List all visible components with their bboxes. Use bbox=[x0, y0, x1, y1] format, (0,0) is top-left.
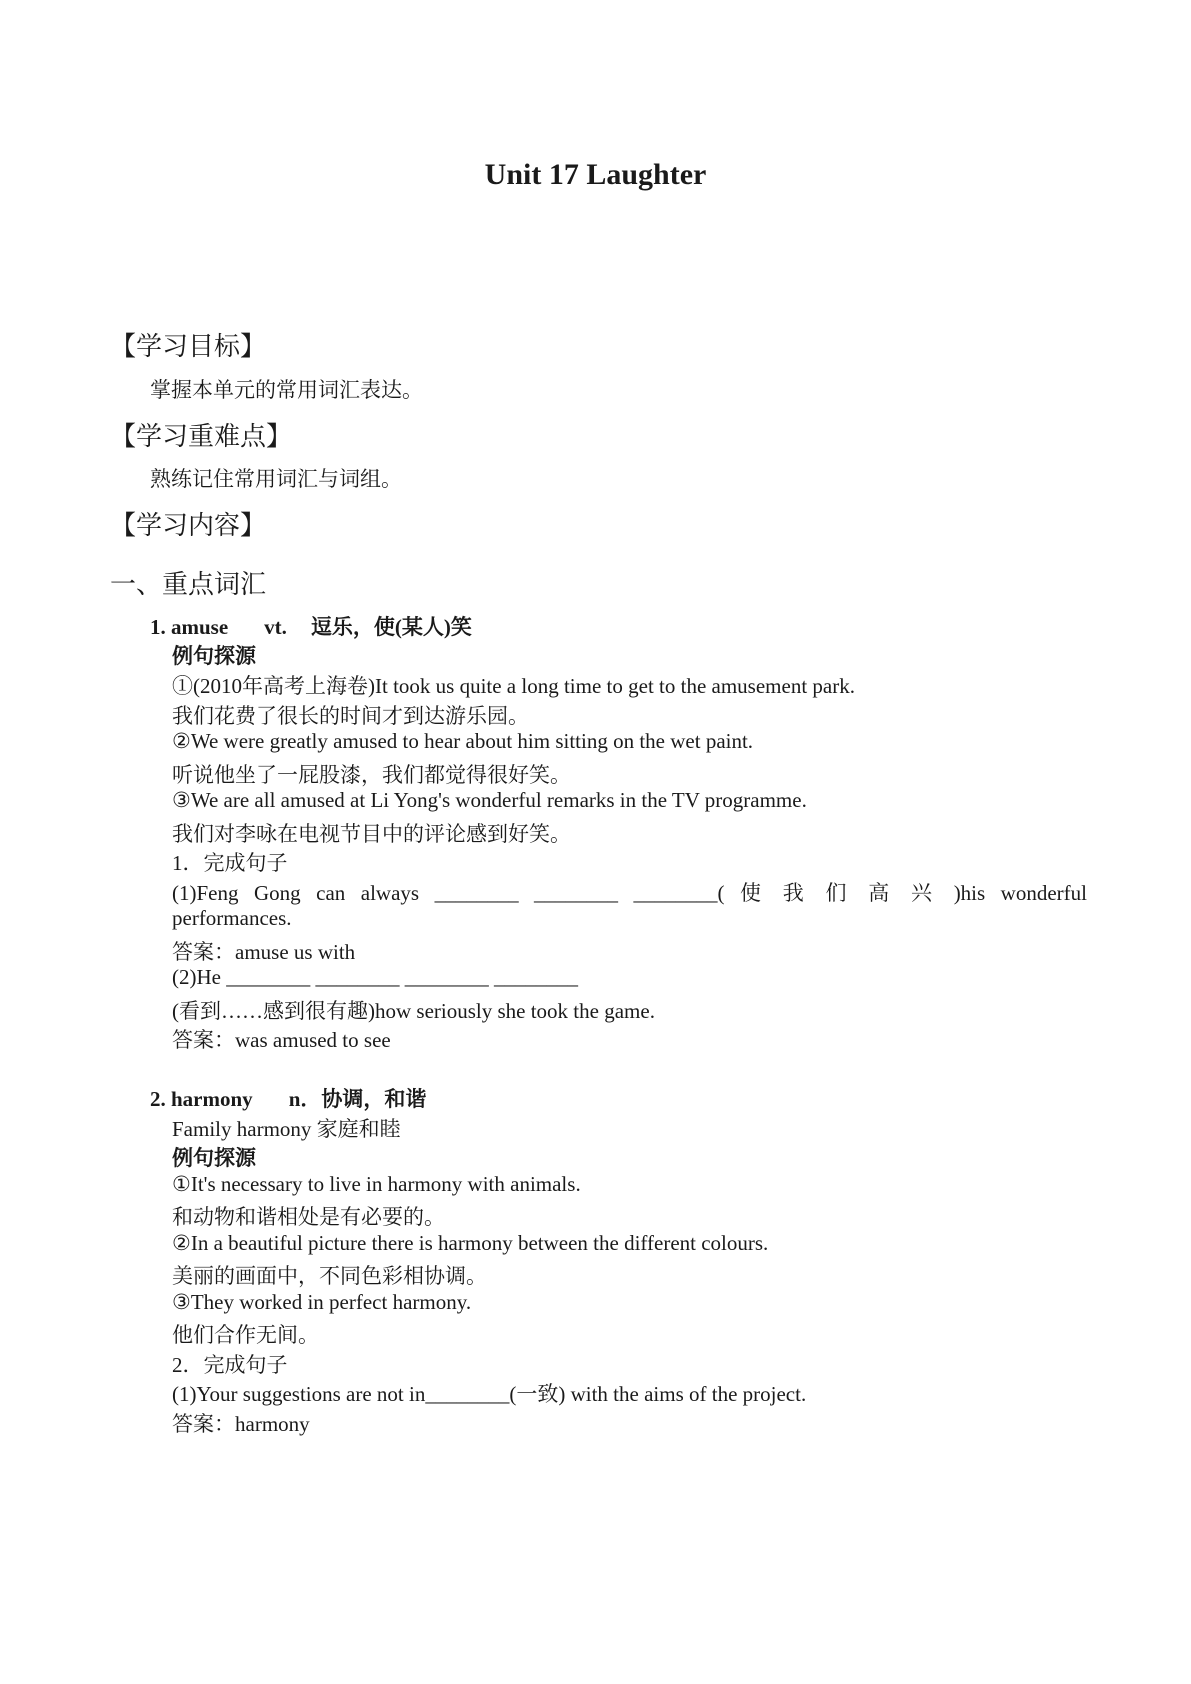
key-points-text: 熟练记住常用词汇与词组。 bbox=[150, 467, 402, 491]
vocab-item-amuse-header bbox=[150, 611, 472, 641]
vocab-word: 2. harmony bbox=[150, 1087, 253, 1111]
exercise-question: (1)Feng Gong can always ________ ________ ________( 使 我 们 高 兴 )his wonderful bbox=[172, 881, 1087, 905]
exercise-answer: 答案：harmony bbox=[172, 1412, 310, 1436]
section-title-vocab: 一、重点词汇 bbox=[110, 570, 267, 600]
examples-label: 例句探源 bbox=[172, 1146, 256, 1170]
vocab-meaning: 协调，和谐 bbox=[321, 1087, 427, 1111]
example-zh: 美丽的画面中，不同色彩相协调。 bbox=[172, 1264, 487, 1288]
vocab-pos: vt. bbox=[264, 615, 287, 639]
vocab-phrase: Family harmony 家庭和睦 bbox=[172, 1117, 401, 1141]
example-en: ①It's necessary to live in harmony with animals. bbox=[172, 1172, 581, 1196]
example-zh: 我们对李咏在电视节目中的评论感到好笑。 bbox=[172, 822, 571, 846]
objectives-text: 掌握本单元的常用词汇表达。 bbox=[150, 378, 423, 402]
example-zh: 我们花费了很长的时间才到达游乐园。 bbox=[172, 704, 529, 728]
example-en: ③They worked in perfect harmony. bbox=[172, 1290, 472, 1314]
vocab-word: 1. amuse bbox=[150, 615, 229, 639]
objectives-heading: 【学习目标】 bbox=[110, 332, 267, 362]
vocab-meaning: 逗乐，使(某人)笑 bbox=[310, 615, 472, 639]
exercise-question: (1)Your suggestions are not in________(一致) with the aims of the project. bbox=[172, 1382, 807, 1406]
vocab-item-harmony-header bbox=[150, 1083, 426, 1113]
vocab-pos: n． bbox=[288, 1087, 322, 1111]
exercise-question-cont: (看到……感到很有趣)how seriously she took the game. bbox=[172, 999, 655, 1023]
example-zh: 和动物和谐相处是有必要的。 bbox=[172, 1205, 445, 1229]
page-title: Unit 17 Laughter bbox=[484, 158, 707, 191]
example-zh: 听说他坐了一屁股漆，我们都觉得很好笑。 bbox=[172, 763, 571, 787]
example-en: ①(2010年高考上海卷)It took us quite a long time to get to the amusement park. bbox=[172, 674, 855, 698]
exercise-answer: 答案：was amused to see bbox=[172, 1028, 391, 1052]
exercise-answer: 答案：amuse us with bbox=[172, 940, 356, 964]
exercise-question: (2)He ________ ________ ________ ________ bbox=[172, 965, 578, 989]
examples-label: 例句探源 bbox=[172, 644, 256, 668]
content-heading: 【学习内容】 bbox=[110, 511, 267, 541]
example-en: ②We were greatly amused to hear about him sitting on the wet paint. bbox=[172, 729, 754, 753]
example-en: ②In a beautiful picture there is harmony between the different colours. bbox=[172, 1231, 769, 1255]
exercise-label: 2．完成句子 bbox=[172, 1353, 288, 1377]
exercise-label: 1．完成句子 bbox=[172, 851, 288, 875]
example-zh: 他们合作无间。 bbox=[172, 1323, 319, 1347]
key-points-heading: 【学习重难点】 bbox=[110, 422, 293, 452]
exercise-question-cont: performances. bbox=[172, 906, 292, 930]
example-en: ③We are all amused at Li Yong's wonderful remarks in the TV programme. bbox=[172, 788, 807, 812]
